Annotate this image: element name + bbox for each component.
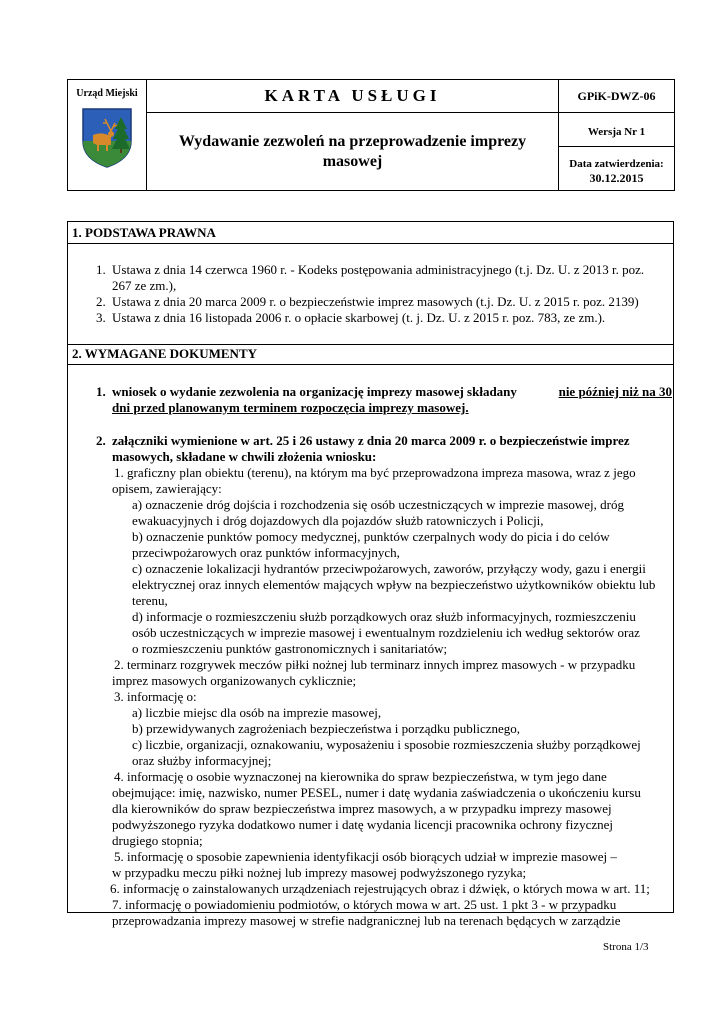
text-line: podwyższonego ryzyka dodatkowo numer i datę wydania licencji pracownika ochrony fizycznej (112, 817, 614, 832)
list-item-num: 1. (96, 262, 106, 277)
document-code: GPiK-DWZ-06 (577, 89, 656, 103)
version-date-cell (559, 113, 675, 191)
deadline-text-cont: dni przed planowanym terminem rozpoczęcia imprezy masowej. (112, 400, 469, 415)
text-line: dla kierowników do spraw bezpieczeństwa imprez masowych, a w przypadku imprezy masowej (112, 801, 612, 816)
text-line: 2. terminarz rozgrywek meczów piłki nożnej lub terminarz innych imprez masowych - w przypadku (114, 657, 636, 672)
code-cell (559, 80, 675, 113)
item-attachments-cont: masowych, składane w chwili złożenia wniosku: (112, 449, 377, 464)
list-item-num: 3. (96, 310, 106, 325)
office-name: Urząd Miejski (76, 88, 138, 99)
text-line: d) informacje o rozmieszczeniu służb porządkowych oraz służb informacyjnych, rozmieszczeniu (132, 609, 636, 624)
text-line: 4. informację o osobie wyznaczonej na kierownika do spraw bezpieczeństwa, w tym jego dane (114, 769, 607, 784)
text-line: c) oznaczenie lokalizacji hydrantów przeciwpożarowych, zaworów, przyłączy wody, gazu i energii (132, 561, 646, 576)
text-line: c) liczbie, organizacji, oznakowaniu, wyposażeniu i sposobie rozmieszczenia służby porządkowej (132, 737, 641, 752)
text-line: osób uczestniczących w imprezie masowej i ewentualnym rozdzieleniu ich według sektorów oraz (132, 625, 640, 640)
text-line: b) przewidywanych zagrożeniach bezpieczeństwa i porządku publicznego, (132, 721, 521, 736)
approval-date: 30.12.2015 (589, 170, 644, 185)
list-item-cont: 267 ze zm.), (112, 278, 177, 293)
text-line: imprez masowych organizowanych cyklicznie; (112, 673, 357, 688)
item-text: wniosek o wydanie zezwolenia na organizację imprezy masowej składany (112, 384, 517, 399)
text-line: w przypadku meczu piłki nożnej lub imprezy masowej podwyższonego ryzyka; (112, 865, 527, 880)
text-line: a) liczbie miejsc dla osób na imprezie masowej, (132, 705, 382, 720)
text-line: elektrycznej oraz innych elementów mających wpływ na bezpieczeństwo użytkowników obiektu lub (132, 577, 656, 592)
text-line: 7. informację o powiadomieniu podmiotów, o których mowa w art. 25 ust. 1 pkt 3 - w przypadku (112, 897, 617, 912)
text-line: ewakuacyjnych i dróg dojazdowych dla pojazdów służb ratowniczych i Policji, (132, 513, 544, 528)
deadline-text: nie później niż na 30 (558, 384, 672, 399)
text-line: 1. graficzny plan obiektu (terenu), na którym ma być przeprowadzona impreza masowa, wraz z jego (114, 465, 636, 480)
list-item-num: 2. (96, 294, 106, 309)
service-title: Wydawanie zezwoleń na przeprowadzenie imprezy masowej (178, 132, 527, 170)
approval-label: Data zatwierdzenia: (569, 157, 664, 170)
text-line: przeciwpożarowych oraz punktów informacyjnych, (132, 545, 400, 560)
item-application (112, 384, 672, 400)
office-cell (68, 80, 147, 191)
list-item: Ustawa z dnia 14 czerwca 1960 r. - Kodeks postępowania administracyjnego (t.j. Dz. U. z 2013 r. poz. (112, 262, 645, 277)
section-required-documents: 2. WYMAGANE DOKUMENTY 1. wniosek o wydanie zezwolenia na organizację imprezy masowej składany nie później niż na 30 dni przed planowanym terminem rozpoczęcia imprezy masowej. 2. załączniki wymienione w art. 25 i 26 ustawy z dnia 20 marca 2009 r. o bezpieczeństwie imprez masowych, składane w chwili złożenia wniosku: 1. graficzny plan obiektu (terenu), na którym ma być przeprowadzona impreza masowa, wraz z jego opisem, zawierający: a) oznaczenie dróg dojścia i rozchodzenia się osób uczestniczących w imprezie masowej, dróg ewakuacyjnych i dróg dojazdowych dla pojazdów służb ratowniczych i Policji, b) oznaczenie punktów pomocy medycznej, punktów czerpalnych wody do picia i do celów przeciwpożarowych oraz punktów informacyjnych, c) oznaczenie lokalizacji hydrantów przeciwpożarowych, zaworów, przyłączy wody, gazu i energii elektrycznej oraz innych elementów mających wpływ na bezpieczeństwo użytkowników obiektu lub terenu, d) informacje o rozmieszczeniu służb porządkowych oraz służb informacyjnych, rozmieszczeniu osób uczestniczących w imprezie masowej i ewentualnym rozdzieleniu ich według sektorów oraz o rozmieszczeniu punktów gastronomicznych i sanitariatów; 2. terminarz rozgrywek meczów piłki nożnej lub terminarz innych imprez masowych - w przypadku imprez masowych organizowanych cyklicznie; 3. informację o: a) liczbie miejsc dla osób na imprezie masowej, b) przewidywanych zagrożeniach bezpieczeństwa i porządku publicznego, c) liczbie, organizacji, oznakowaniu, wyposażeniu i sposobie rozmieszczenia służby porządkowej oraz służby informacyjnej; 4. informację o osobie wyznaczonej na kierownika do spraw bezpieczeństwa, w tym jego dane obejmujące: imię, nazwisko, numer PESEL, numer i datę wydania zaświadczenia o ukończeniu kursu dla kierowników do spraw bezpieczeństwa imprez masowych, a w przypadku imprezy masowej podwyższonego ryzyka dodatkowo numer i datę wydania licencji pracownika ochrony fizycznej drugiego stopnia; 5. informację o sposobie zapewnienia identyfikacji osób biorących udział w imprezie masowej – w przypadku meczu piłki nożnej lub imprezy masowej podwyższonego ryzyka; 6. informację o zainstalowanych urządzeniach rejestrujących obraz i dźwięk, o których mowa w art. 11; 7. informację o powiadomieniu podmiotów, o których mowa w art. 25 ust. 1 pkt 3 - w przypadku przeprowadzania imprezy masowej w strefie nadgranicznej lub na terenach będących w zarządzie (67, 343, 674, 913)
text-line: 5. informację o sposobie zapewnienia identyfikacji osób biorących udział w imprezie masowej – (114, 849, 617, 864)
text-line: 6. informację o zainstalowanych urządzeniach rejestrujących obraz i dźwięk, o których mowa w art. 11; (110, 881, 650, 896)
version-label: Wersja Nr 1 (559, 119, 674, 147)
page-number: Strona 1/3 (603, 941, 649, 953)
text-line: drugiego stopnia; (112, 833, 203, 848)
text-line: a) oznaczenie dróg dojścia i rozchodzenia się osób uczestniczących w imprezie masowej, dróg (132, 497, 624, 512)
header-table (67, 79, 675, 191)
coat-of-arms-icon (81, 107, 133, 169)
text-line: terenu, (132, 593, 168, 608)
item-attachments: załączniki wymienione w art. 25 i 26 ustawy z dnia 20 marca 2009 r. o bezpieczeństwie imprez (112, 433, 630, 448)
text-line: opisem, zawierający: (112, 481, 222, 496)
text-line: o rozmieszczeniu punktów gastronomicznych i sanitariatów; (132, 641, 448, 656)
list-item: Ustawa z dnia 20 marca 2009 r. o bezpieczeństwie imprez masowych (t.j. Dz. U. z 2015 r. poz. 2139) (112, 294, 639, 309)
section-title: 1. PODSTAWA PRAWNA (68, 222, 673, 244)
text-line: obejmujące: imię, nazwisko, numer PESEL, numer i datę wydania zaświadczenia o ukończeniu kursu (112, 785, 641, 800)
karta-cell (147, 80, 559, 113)
document-type: KARTA USŁUGI (264, 86, 441, 105)
item-num: 1. (96, 384, 106, 399)
subtitle-cell (147, 113, 559, 191)
section-title: 2. WYMAGANE DOKUMENTY (68, 343, 673, 365)
text-line: 3. informację o: (114, 689, 197, 704)
section-legal-basis (67, 221, 674, 345)
text-line: oraz służby informacyjnej; (132, 753, 272, 768)
list-item: Ustawa z dnia 16 listopada 2006 r. o opłacie skarbowej (t. j. Dz. U. z 2015 r. poz. 783, ze zm.). (112, 310, 606, 325)
item-num: 2. (96, 433, 106, 448)
text-line: b) oznaczenie punktów pomocy medycznej, punktów czerpalnych wody do picia i do celów (132, 529, 610, 544)
